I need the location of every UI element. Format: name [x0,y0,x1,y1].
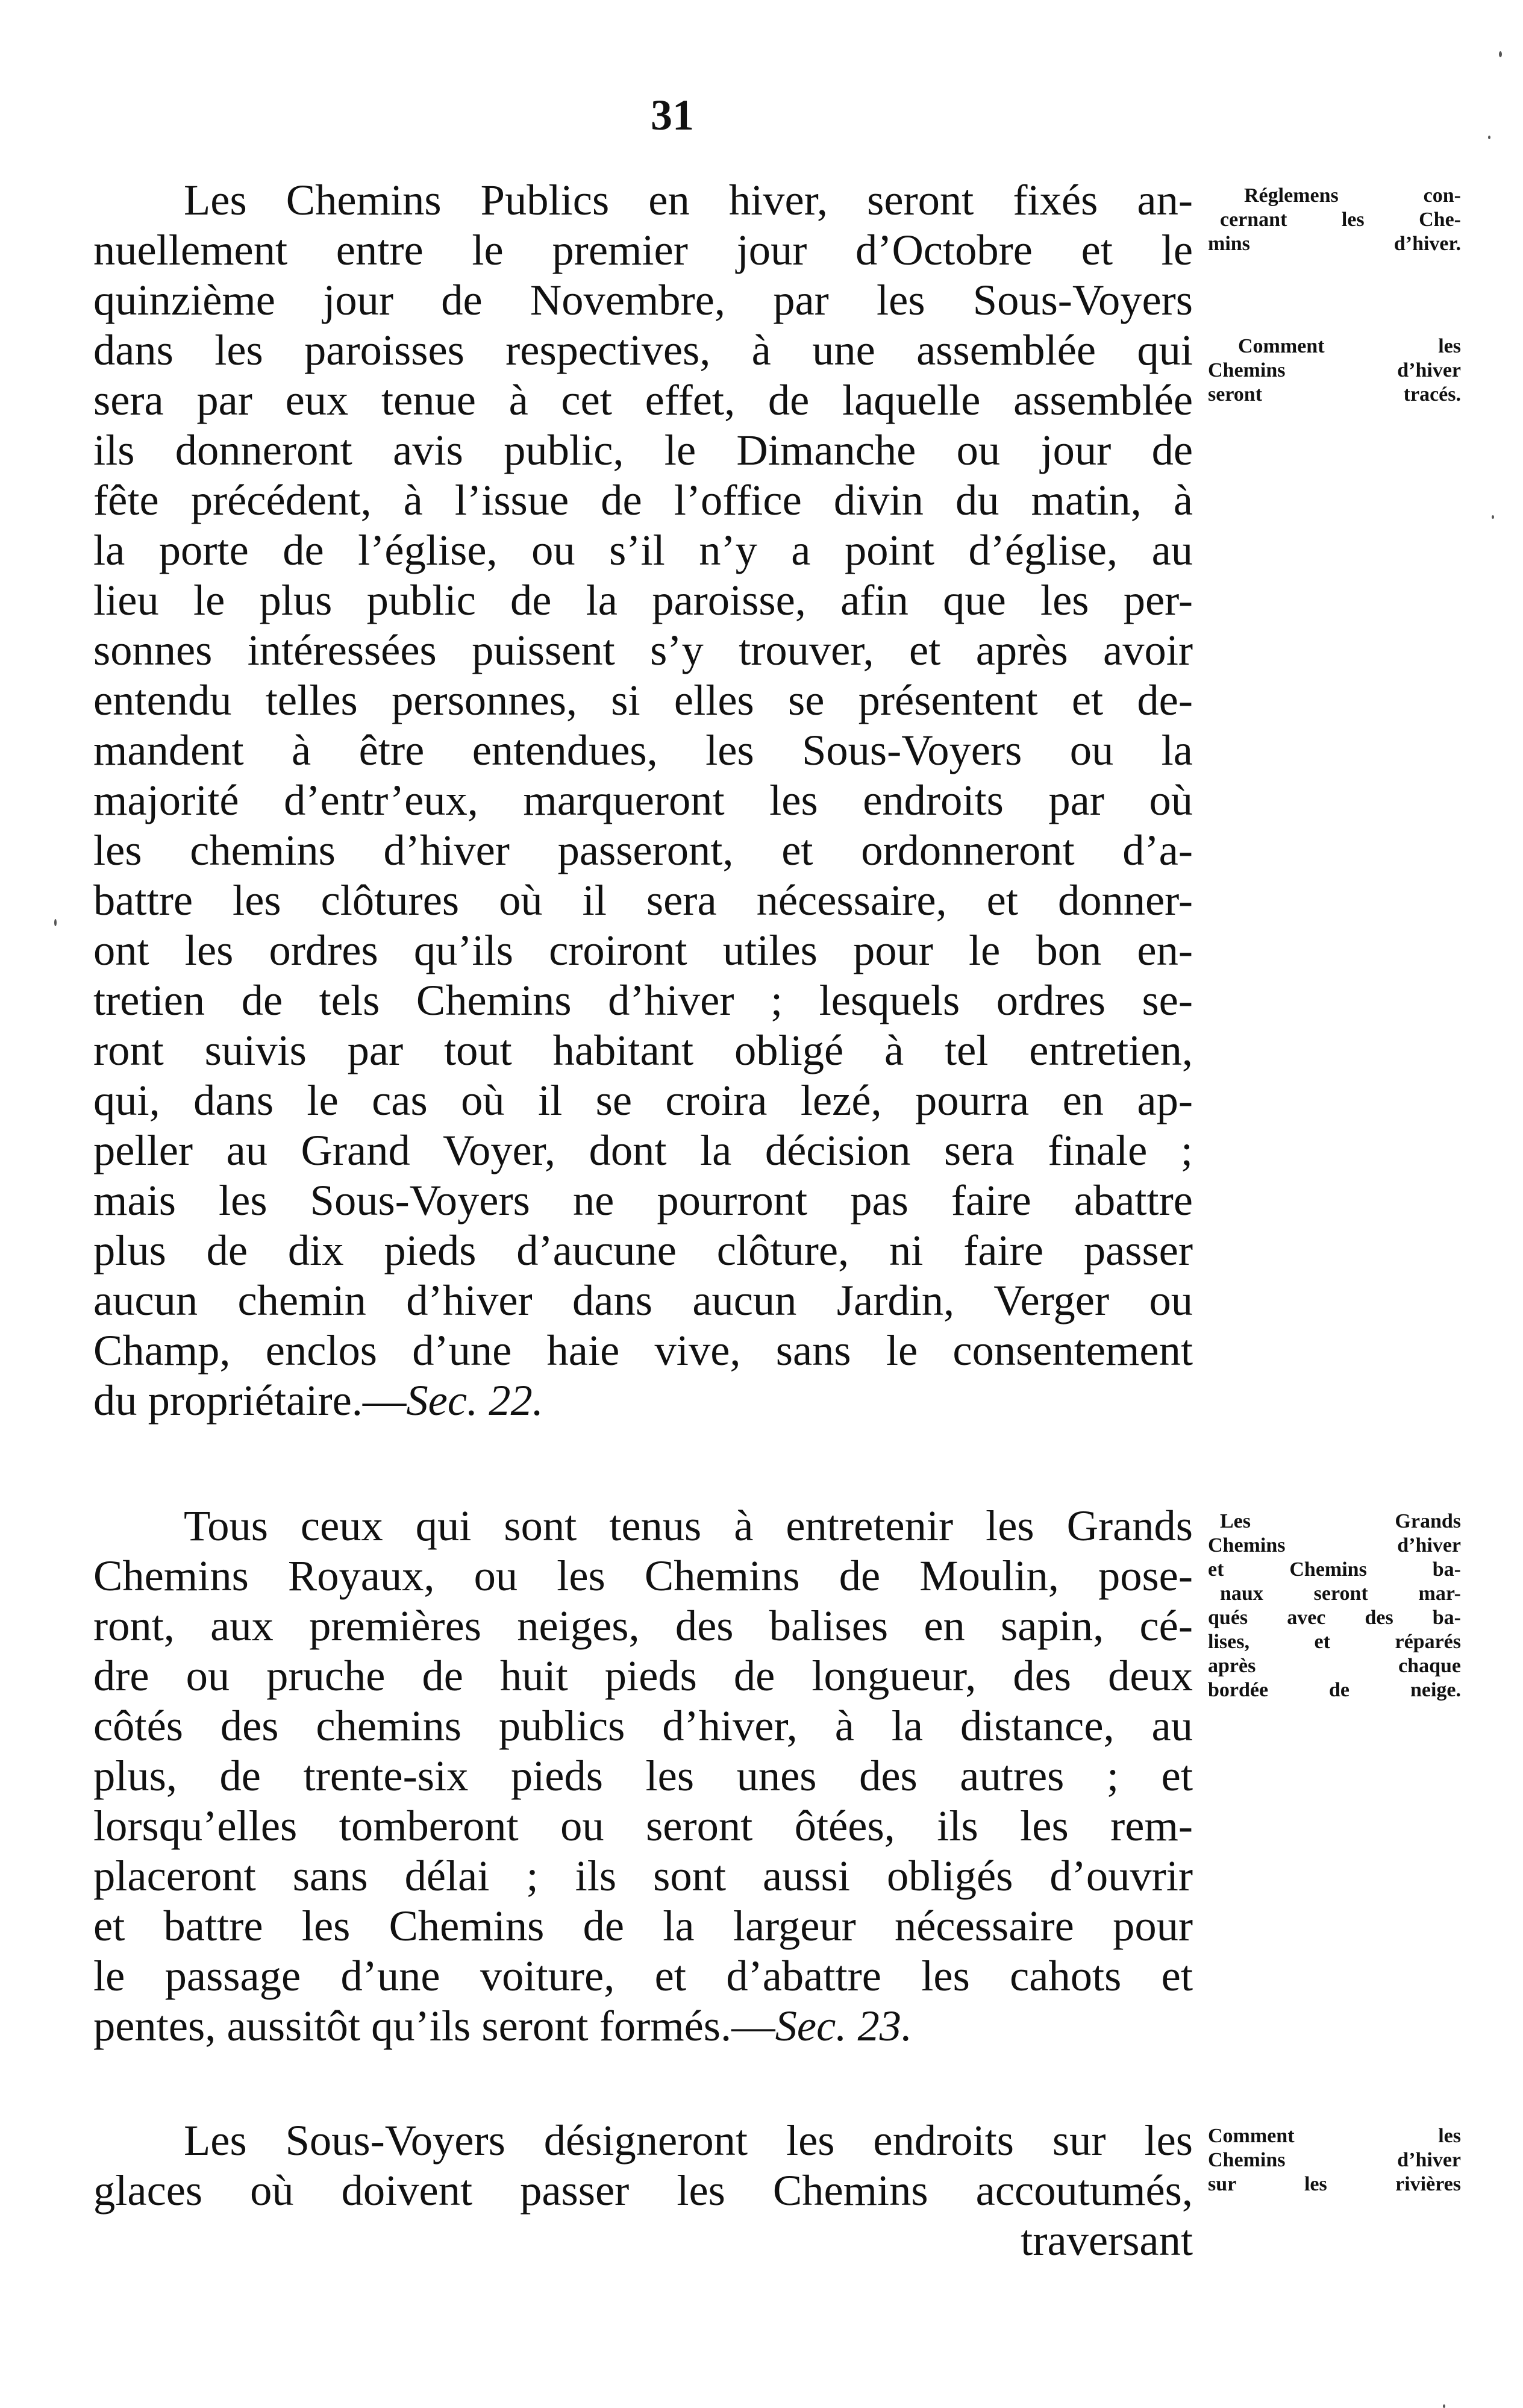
text-line: battre les clôtures où il sera nécessaire, et donner- [93,876,1193,924]
text-line: nuellement entre le premier jour d’Octobre et le [93,225,1193,274]
margin-note-line: Chemins d’hiver [1208,2149,1461,2171]
paragraph-sous-voyers [93,2115,1193,2265]
text-line: placeront sans délai ; ils sont aussi obligés d’ouvrir [93,1851,1193,1900]
text-line: Chemins Royaux, ou les Chemins de Moulin, pose- [93,1551,1193,1600]
text-line: plus de dix pieds d’aucune clôture, ni faire passer [93,1226,1193,1275]
text-line: ont les ordres qu’ils croiront utiles pour le bon en- [93,926,1193,974]
scan-speck [1499,51,1502,57]
margin-note-line: Chemins d’hiver [1208,1534,1461,1557]
text-line: lorsqu’elles tomberont ou seront ôtées, ils les rem- [93,1801,1193,1850]
text-fragment: du propriétaire.— [93,1376,407,1425]
scan-speck [54,919,57,926]
margin-note-line: Comment les [1208,2125,1461,2147]
text-line: traversant [1021,2216,1193,2265]
margin-note-reglemens [1208,184,1461,256]
margin-note-line: bordée de neige. [1208,1679,1461,1701]
text-line: sera par eux tenue à cet effet, de laquelle assemblée [93,375,1193,424]
margin-note-line: Comment les [1238,335,1461,357]
text-line: dre ou pruche de huit pieds de longueur, des deux [93,1651,1193,1700]
text-line: la porte de l’église, ou s’il n’y a point d’église, au [93,525,1193,574]
margin-note-rivieres [1208,2124,1461,2196]
text-line: glaces où doivent passer les Chemins accoutumés, [93,2166,1193,2215]
text-fragment: pentes, aussitôt qu’ils seront formés.— [93,2001,775,2050]
margin-note-line: lises, et réparés [1208,1631,1461,1653]
margin-note-line: naux seront mar- [1220,1582,1461,1605]
text-line: sonnes intéressées puissent s’y trouver, et après avoir [93,626,1193,674]
text-line: plus, de trente-six pieds les unes des autres ; et [93,1751,1193,1800]
text-line: tretien de tels Chemins d’hiver ; lesquels ordres se- [93,976,1193,1024]
text-line: ront suivis par tout habitant obligé à tel entretien, [93,1026,1193,1074]
paragraph-section-23 [93,1500,1193,2051]
text-line: Les Sous-Voyers désigneront les endroits sur les [184,2116,1193,2165]
text-line [93,2001,1193,2051]
text-line: et battre les Chemins de la largeur nécessaire pour [93,1901,1193,1950]
page-number: 31 [651,91,694,139]
text-line: Tous ceux qui sont tenus à entretenir les Grands [184,1501,1193,1550]
scan-speck [1488,136,1490,139]
text-line: peller au Grand Voyer, dont la décision sera finale ; [93,1126,1193,1174]
section-reference: Sec. 22. [406,1376,543,1425]
text-line: entendu telles personnes, si elles se présentent et de- [93,676,1193,724]
text-line: fête précédent, à l’issue de l’office divin du matin, à [93,475,1193,524]
text-line: mandent à être entendues, les Sous-Voyers ou la [93,726,1193,774]
margin-note-line: qués avec des ba- [1208,1607,1461,1629]
margin-note-line: Les Grands [1220,1510,1461,1532]
text-line: côtés des chemins publics d’hiver, à la distance, au [93,1701,1193,1750]
margin-note-line: cernant les Che- [1220,209,1461,231]
text-line: Les Chemins Publics en hiver, seront fixés an- [184,175,1193,224]
text-line: qui, dans le cas où il se croira lezé, pourra en ap- [93,1076,1193,1124]
text-line: majorité d’entr’eux, marqueront les endroits par où [93,776,1193,824]
margin-note-line: Réglemens con- [1244,184,1461,207]
section-reference: Sec. 23. [775,2001,913,2050]
margin-note-line: Chemins d’hiver [1208,359,1461,381]
margin-note-line: et Chemins ba- [1208,1558,1461,1581]
text-line: mais les Sous-Voyers ne pourront pas faire abattre [93,1176,1193,1224]
text-line: Champ, enclos d’une haie vive, sans le consentement [93,1326,1193,1375]
paragraph-section-22 [93,175,1193,1425]
margin-note-grands-chemins [1208,1510,1461,1702]
margin-note-line: après chaque [1208,1655,1461,1677]
text-line: dans les paroisses respectives, à une assemblée qui [93,325,1193,374]
margin-note-line: sur les rivières [1208,2173,1461,2195]
text-line: les chemins d’hiver passeront, et ordonneront d’a- [93,826,1193,874]
text-line: aucun chemin d’hiver dans aucun Jardin, Verger ou [93,1276,1193,1325]
text-line: ils donneront avis public, le Dimanche ou jour de [93,425,1193,474]
scan-speck [1443,2404,1445,2408]
margin-note-line: seront tracés. [1208,383,1461,406]
text-line: le passage d’une voiture, et d’abattre les cahots et [93,1951,1193,2000]
text-line: quinzième jour de Novembre, par les Sous-Voyers [93,275,1193,324]
text-line: lieu le plus public de la paroisse, afin que les per- [93,575,1193,624]
margin-note-line: mins d’hiver. [1208,233,1461,255]
margin-note-comment-traces [1208,334,1461,407]
text-line: ront, aux premières neiges, des balises en sapin, cé- [93,1601,1193,1650]
text-line [93,1375,1193,1425]
scan-speck [1492,515,1494,519]
